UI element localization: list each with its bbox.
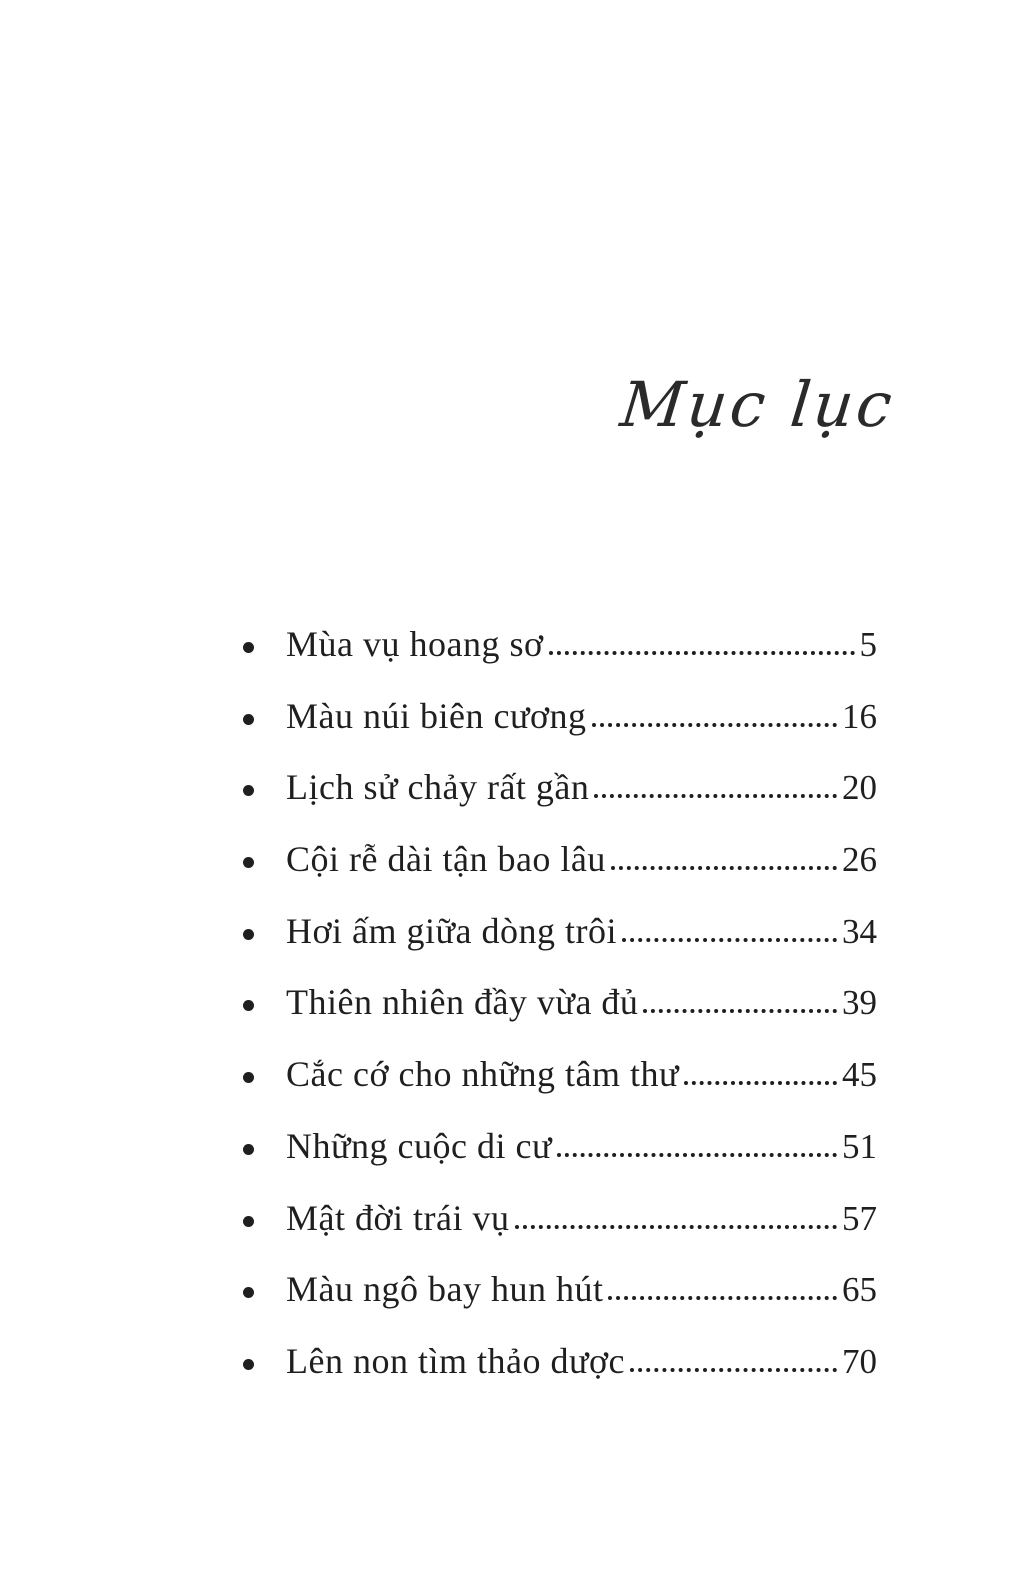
toc-entry-page: 57 [842,1198,877,1238]
toc-entry [243,1197,877,1272]
toc-entry-page: 16 [842,696,877,736]
toc-entry [243,1056,877,1128]
toc-entry-page: 51 [842,1126,877,1166]
toc-entry-title: Những cuộc di cư [286,1125,552,1166]
toc-entry [243,695,877,770]
toc-entry [243,910,877,985]
toc-entry-page: 20 [842,768,877,808]
dot-leader-icon [630,1363,837,1372]
bullet-icon [243,714,254,725]
toc-entry-page: 34 [842,911,877,951]
bullet-icon [243,1287,254,1298]
bullet-icon [243,1216,254,1227]
dot-leader-icon [611,861,837,870]
toc-entry [243,984,877,1056]
toc-entry-page: 45 [842,1055,877,1095]
dot-leader-icon [643,1004,837,1013]
dot-leader-icon [622,933,837,942]
bullet-icon [243,929,254,940]
toc-entry [243,1340,877,1415]
toc-entry-title: Mùa vụ hoang sơ [286,624,544,664]
bullet-icon [243,1144,254,1155]
bullet-icon [243,642,254,653]
bullet-icon [243,1000,254,1011]
toc-entry-title: Lên non tìm thảo dược [286,1340,625,1381]
bullet-icon [243,785,254,796]
toc-entry-page: 70 [842,1341,877,1381]
toc-entry-title: Cắc cớ cho những tâm thư [286,1054,679,1095]
toc-entry-page: 39 [842,983,877,1023]
bullet-icon [243,1359,254,1370]
toc-entry-page: 65 [842,1270,877,1310]
dot-leader-icon [594,789,837,798]
dot-leader-icon [592,718,838,727]
toc-entry-page: 26 [842,840,877,880]
dot-leader-icon [515,1220,838,1229]
toc-entry-page: 5 [859,625,877,664]
dot-leader-icon [608,1291,837,1300]
toc-entry-title: Cội rễ dài tận bao lâu [286,839,606,880]
dot-leader-icon [549,646,855,655]
toc-entry-title: Hơi ấm giữa dòng trôi [286,910,618,951]
toc-list [243,626,877,1415]
page-title: Mục lục [616,368,898,441]
dot-leader-icon [684,1076,837,1085]
toc-entry-title: Màu ngô bay hun hút [286,1269,604,1310]
dot-leader-icon [557,1148,837,1157]
toc-entry [243,769,877,841]
bullet-icon [243,1072,254,1083]
toc-entry-title: Thiên nhiên đầy vừa đủ [286,982,639,1023]
toc-entry [243,1125,877,1200]
toc-entry-title: Màu núi biên cương [286,695,587,736]
bullet-icon [243,857,254,868]
toc-entry-title: Mật đời trái vụ [286,1197,510,1238]
toc-entry-title: Lịch sử chảy rất gần [286,767,590,808]
toc-entry [243,626,877,698]
toc-entry [243,841,877,913]
toc-entry [243,1271,877,1343]
